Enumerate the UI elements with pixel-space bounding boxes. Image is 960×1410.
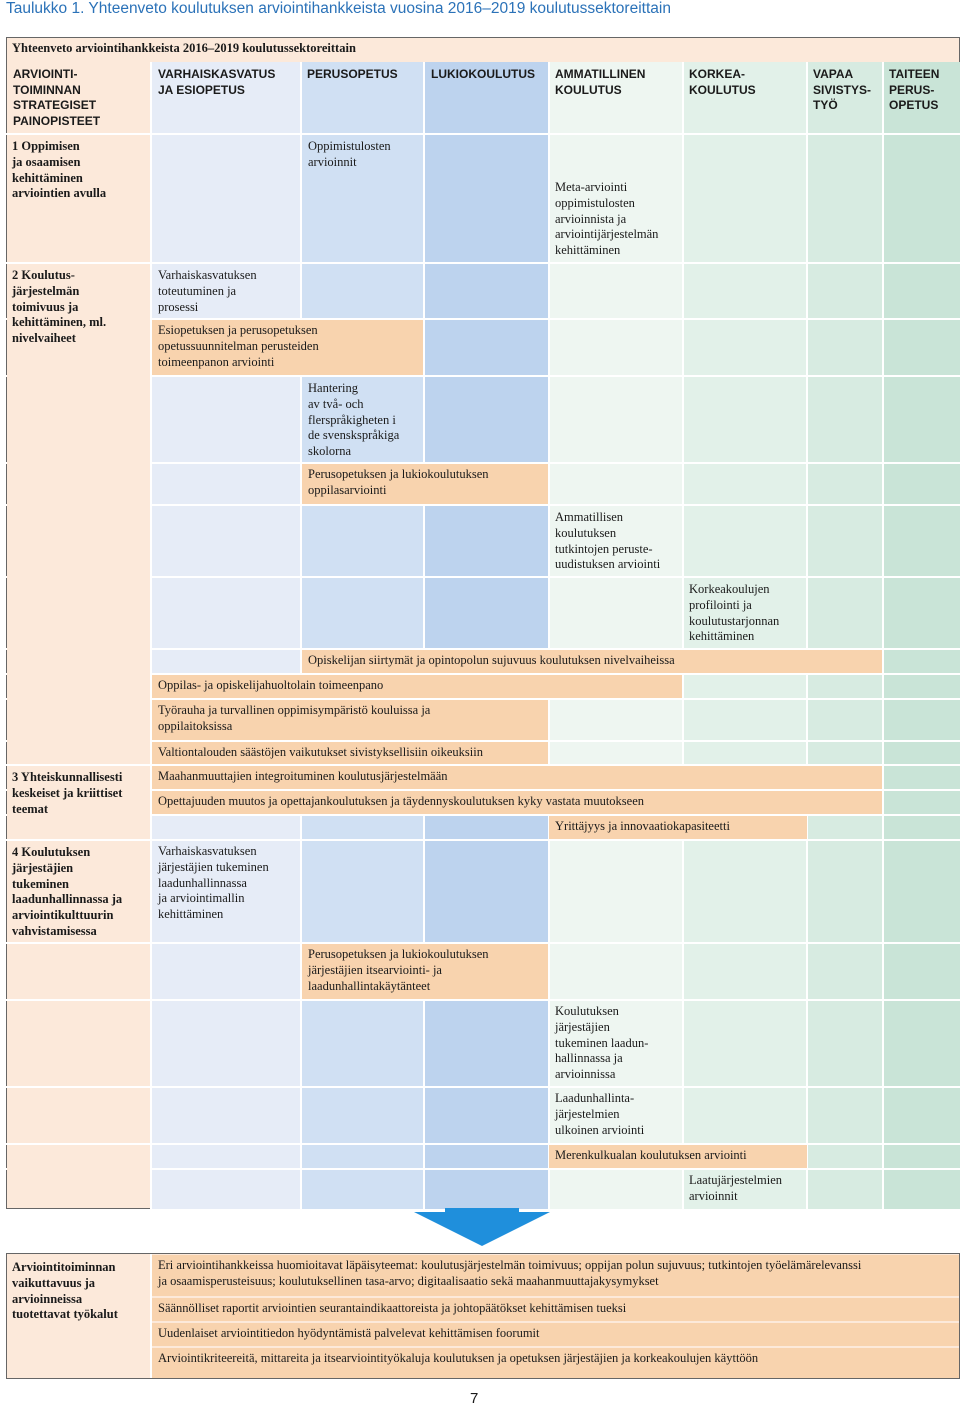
tools-saannolliset-raportit: Säännölliset raportit arviointien seurantaindikaattoreista ja johtopäätökset kehittämisen tueksi	[152, 1298, 959, 1321]
project-yrittajyys: Yrittäjyys ja innovaatiokapasiteetti	[549, 816, 807, 839]
page-number: 7	[470, 1390, 479, 1407]
project-oppilasarviointi: Perusopetuksen ja lukiokoulutuksen oppilasarviointi	[302, 464, 548, 504]
project-koulutuksen-jarjestajien-tukeminen: Koulutuksen järjestäjien tukeminen laadun- hallinnassa ja arvioinnissa	[555, 1004, 649, 1082]
tools-arviointikriteerit: Arviointikriteereitä, mittareita ja itsearviointityökaluja koulutuksen ja opetuksen järjestäjien ja korkeakoulujen käyttöön	[152, 1348, 959, 1378]
header-lukiokoulutus: LUKIOKOULUTUS	[431, 67, 535, 81]
header-korkeakoulutus: KORKEA- KOULUTUS	[689, 67, 756, 97]
project-merenkulkuala: Merenkulkualan koulutuksen arviointi	[549, 1145, 807, 1168]
project-maahanmuuttajien-integroituminen: Maahanmuuttajien integroituminen koulutusjärjestelmään	[152, 766, 882, 789]
header-vapaa-sivistystyo: VAPAA SIVISTYS- TYÖ	[813, 67, 872, 112]
arrow-down-icon	[414, 1212, 550, 1246]
tools-lapaisyteemat: Eri arviointihankkeissa huomioitavat läpäisyteemat: koulutusjärjestelmän toimivuus; oppijan polun sujuvuus; tutkintojen työelämärelevanssi ja osaamisperusteisuus; koulutuksellinen tasa-arvo; digitaalisaatio sekä maahanmuuttajakysymykset	[152, 1255, 959, 1296]
column-varhaiskasvatus	[151, 62, 301, 1209]
header-strategic: ARVIOINTI- TOIMINNAN STRATEGISET PAINOPISTEET	[13, 67, 101, 128]
project-esiopetus-ops-toimeenpano: Esiopetuksen ja perusopetuksen opetussuunnitelman perusteiden toimeenpanon arviointi	[152, 320, 423, 375]
project-flersprakighet: Hantering av två- och flerspråkigheten i de svenskspråkiga skolorna	[308, 381, 400, 459]
project-laadunhallintajarjestelmien-arviointi: Laadunhallinta- järjestelmien ulkoinen arviointi	[555, 1091, 645, 1137]
project-tyorauha: Työrauha ja turvallinen oppimisympäristö kouluissa ja oppilaitoksissa	[152, 700, 548, 740]
column-perusopetus	[301, 62, 424, 1209]
column-vapaa-sivistystyo	[807, 62, 883, 1209]
project-opiskelijan-siirtymat: Opiskelijan siirtymät ja opintopolun sujuvuus koulutuksen nivelvaiheissa	[302, 650, 882, 673]
tools-label: Arviointitoiminnan vaikuttavuus ja arvioinneissa tuotettavat työkalut	[12, 1260, 118, 1322]
row-label-2: 2 Koulutus- järjestelmän toimivuus ja kehittäminen, ml. nivelvaiheet	[12, 268, 107, 346]
row-label-4: 4 Koulutuksen järjestäjien tukeminen laadunhallinnassa ja arviointikulttuurin vahvistamisessa	[12, 845, 123, 938]
column-taiteen-perusopetus	[883, 62, 960, 1209]
project-itsearviointi-laadunhallinta: Perusopetuksen ja lukiokoulutuksen järjestäjien itsearviointi- ja laadunhallintakäytänteet	[302, 944, 548, 999]
table-caption: Taulukko 1. Yhteenveto koulutuksen arviointihankkeista vuosina 2016–2019 koulutussektoreittain	[6, 0, 671, 17]
row-label-1: 1 Oppimisen ja osaamisen kehittäminen arviointien avulla	[12, 139, 107, 201]
header-ammatillinen: AMMATILLINEN KOULUTUS	[555, 67, 646, 97]
header-perusopetus: PERUSOPETUS	[307, 67, 398, 81]
project-oppimistulosten-arvioinnit: Oppimistulosten arvioinnit	[308, 139, 391, 169]
project-varhaiskasvatuksen-toteutuminen: Varhaiskasvatuksen toteutuminen ja prosessi	[158, 268, 257, 314]
row-label-3: 3 Yhteiskunnallisesti keskeiset ja kriittiset teemat	[12, 770, 123, 816]
tools-kehittamisen-foorumit: Uudenlaiset arviointitiedon hyödyntämistä palvelevat kehittämisen foorumit	[152, 1323, 959, 1346]
column-lukiokoulutus	[424, 62, 549, 1209]
strategic-column	[7, 62, 150, 1208]
header-varhaiskasvatus: VARHAISKASVATUS JA ESIOPETUS	[158, 67, 276, 97]
table-title: Yhteenveto arviointihankkeista 2016–2019 koulutussektoreittain	[12, 41, 356, 55]
project-ammatillinen-perusteuudistus: Ammatillisen koulutuksen tutkintojen peruste- uudistuksen arviointi	[555, 510, 661, 572]
project-meta-arviointi: Meta-arviointi oppimistulosten arvioinnista ja arviointijärjestelmän kehittäminen	[555, 180, 659, 258]
project-oppilashuoltolaki: Oppilas- ja opiskelijahuoltolain toimeenpano	[152, 675, 682, 698]
header-taiteen-perusopetus: TAITEEN PERUS- OPETUS	[889, 67, 940, 112]
project-varhaiskasvatus-laadunhallinta: Varhaiskasvatuksen järjestäjien tukeminen laadunhallinnassa ja arviointimallin kehittäminen	[158, 844, 269, 922]
project-korkeakoulujen-profilointi: Korkeakoulujen profilointi ja koulutustarjonnan kehittäminen	[689, 582, 780, 644]
project-valtiontalouden-saastot: Valtiontalouden säästöjen vaikutukset sivistyksellisiin oikeuksiin	[152, 742, 548, 764]
project-laatujarjestelmien-arvioinnit: Laatujärjestelmien arvioinnit	[689, 1173, 783, 1203]
project-opettajuuden-muutos: Opettajuuden muutos ja opettajankoulutuksen ja täydennyskoulutuksen kyky vastata muutokseen	[152, 791, 882, 814]
